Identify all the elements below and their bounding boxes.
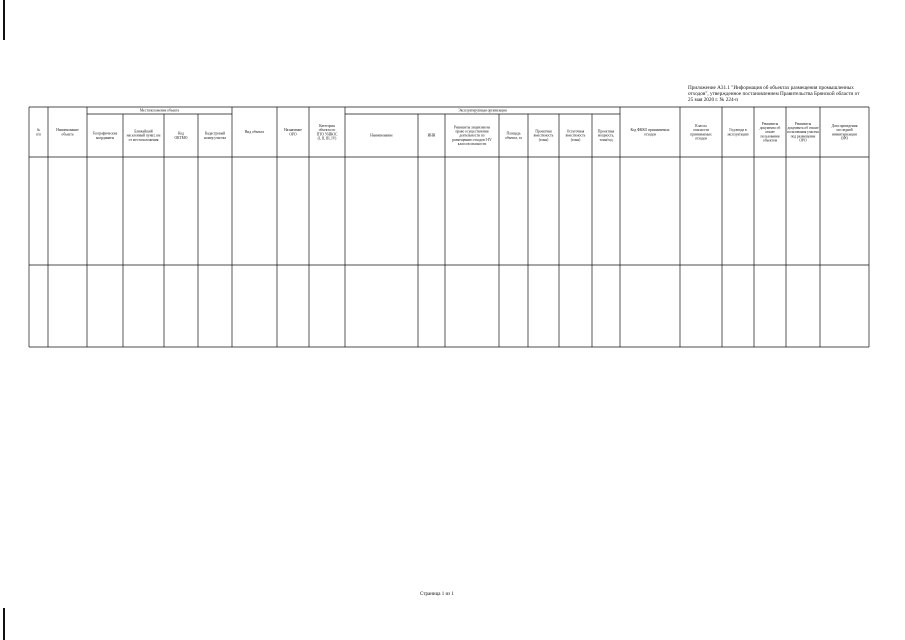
column-header: право осуществления <box>455 129 489 134</box>
column-header: объекта, га <box>505 135 522 140</box>
page-footer: Страница 1 из 1 <box>420 592 454 597</box>
column-header: отходов <box>695 136 707 141</box>
column-header: объекта по <box>318 128 336 133</box>
column-header: Наименование <box>370 133 393 138</box>
column-header: Наименование <box>56 128 79 133</box>
column-header: Код <box>178 131 184 136</box>
group-header-operator: Эксплуатирующая организация <box>458 108 507 113</box>
group-header-location: Местоположение объекта <box>139 108 180 113</box>
column-header: Дата проведения <box>831 123 858 128</box>
column-header: пользования участка <box>787 130 819 135</box>
column-header: вместимость <box>533 133 554 138</box>
appendix-caption-line: отходов", утвержденное постановлением Правительства Брянской области от <box>688 91 860 98</box>
column-header: опасности <box>693 128 709 133</box>
column-header: вместимость <box>565 133 586 138</box>
column-header: населенный пункт, км <box>126 133 161 138</box>
column-header: пользования <box>760 134 780 139</box>
column-header: ОРО <box>840 136 849 141</box>
column-header: ОРО <box>289 132 297 137</box>
column-header: Площадь <box>506 131 521 136</box>
column-header: ПТО УНВОС <box>316 132 338 137</box>
column-header: классов опасности <box>457 142 487 147</box>
column-header: Вид объекта <box>245 130 264 135</box>
column-header: Год ввода в <box>729 128 747 133</box>
column-header: Категория <box>319 123 335 128</box>
column-header: мощность, <box>597 133 615 138</box>
column-header: ОРО <box>799 138 807 143</box>
column-header: эксплуатацию <box>727 132 749 137</box>
column-header: Назначение <box>284 128 302 133</box>
column-header: размещению отходов I-IV <box>452 137 492 142</box>
column-header: (тонн) <box>538 137 549 142</box>
column-header: ИНН <box>427 133 436 138</box>
column-header: объекта <box>61 132 74 137</box>
column-header: п/п <box>36 132 41 137</box>
column-header: Ближайший <box>134 129 153 134</box>
column-header: от местоположения <box>128 137 159 142</box>
column-header: тонн/год <box>599 137 613 142</box>
column-header: деятельности по <box>459 133 485 138</box>
column-header: Реквизиты лицензии на <box>454 125 490 130</box>
column-header: координаты <box>95 135 115 140</box>
column-header: инвентаризации <box>832 132 857 137</box>
column-header: Географические <box>92 131 118 136</box>
column-header: Проектная <box>535 129 552 134</box>
column-header: Остаточная <box>566 129 585 134</box>
column-header: Код ФККО принимаемых <box>630 128 670 133</box>
column-header: последней <box>836 128 853 133</box>
column-header: (тонн) <box>570 137 581 142</box>
column-header: ОКТМО <box>174 135 188 140</box>
appendix-caption-line: 25 мая 2020 г. № 224-п <box>688 97 739 104</box>
column-header: № <box>36 128 41 133</box>
column-header: номер участка <box>204 135 226 140</box>
appendix-caption-line: Приложение А31.1 "Информация об объектах размещения промышленных <box>688 85 854 91</box>
column-header: Кадастровый <box>204 131 226 136</box>
column-header: документа об <box>759 126 781 130</box>
column-header: Реквизиты <box>761 121 779 126</box>
column-header: (I, II, III, IV) <box>317 136 337 141</box>
column-header: отходов <box>644 132 656 137</box>
column-header: отказе <box>765 130 775 135</box>
column-header: под размещение <box>790 134 816 139</box>
column-header: Классы <box>695 123 707 128</box>
column-header: Реквизиты <box>794 121 812 126</box>
column-header: документа об отказе <box>787 126 819 130</box>
column-header: объектом <box>762 138 778 143</box>
column-header: принимаемых <box>690 132 712 137</box>
column-header: Проектная <box>597 129 615 134</box>
